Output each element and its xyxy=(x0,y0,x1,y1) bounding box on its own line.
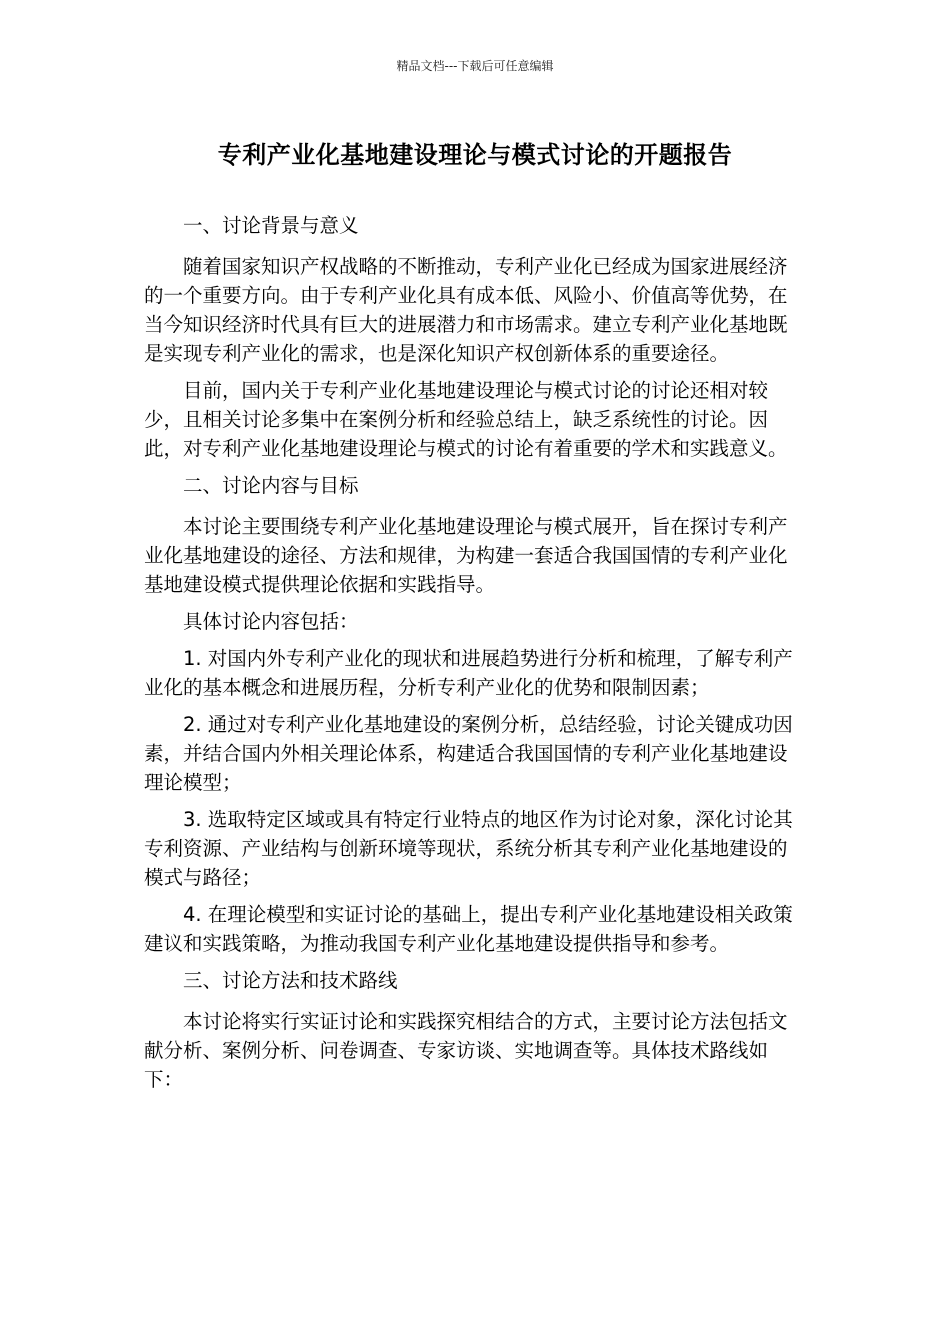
list-item: 4. 在理论模型和实证讨论的基础上，提出专利产业化基地建设相关政策建议和实践策略，为推动我国专利产业化基地建设提供指导和参考。 xyxy=(144,903,793,955)
document-body xyxy=(144,211,804,1102)
document-title: 专利产业化基地建设理论与模式讨论的开题报告 xyxy=(217,141,733,169)
list-item: 1. 对国内外专利产业化的现状和进展趋势进行分析和梳理，了解专利产业化的基本概念和进展历程，分析专利产业化的优势和限制因素； xyxy=(144,647,793,699)
paragraph: 目前，国内关于专利产业化基地建设理论与模式讨论的讨论还相对较少，且相关讨论多集中在案例分析和经验总结上，缺乏系统性的讨论。因此，对专利产业化基地建设理论与模式的讨论有着重要的学术和实践意义。 xyxy=(144,379,788,460)
section-heading-1: 一、讨论背景与意义 xyxy=(183,214,359,237)
paragraph: 本讨论主要围绕专利产业化基地建设理论与模式展开，旨在探讨专利产业化基地建设的途径、方法和规律，为构建一套适合我国国情的专利产业化基地建设模式提供理论依据和实践指导。 xyxy=(144,515,788,596)
paragraph: 本讨论将实行实证讨论和实践探究相结合的方式，主要讨论方法包括文献分析、案例分析、问卷调查、专家访谈、实地调查等。具体技术路线如下： xyxy=(144,1010,788,1091)
page-header: 精品文档---下载后可任意编辑 xyxy=(396,59,554,73)
paragraph: 随着国家知识产权战略的不断推动，专利产业化已经成为国家进展经济的一个重要方向。由于专利产业化具有成本低、风险小、价值高等优势，在当今知识经济时代具有巨大的进展潜力和市场需求。建立专利产业化基地既是实现专利产业化的需求，也是深化知识产权创新体系的重要途径。 xyxy=(144,255,788,365)
paragraph: 具体讨论内容包括： xyxy=(183,610,359,633)
list-item: 2. 通过对专利产业化基地建设的案例分析，总结经验，讨论关键成功因素，并结合国内外相关理论体系，构建适合我国国情的专利产业化基地建设理论模型； xyxy=(144,713,793,794)
list-item: 3. 选取特定区域或具有特定行业特点的地区作为讨论对象，深化讨论其专利资源、产业结构与创新环境等现状，系统分析其专利产业化基地建设的模式与路径； xyxy=(144,808,793,889)
section-heading-3: 三、讨论方法和技术路线 xyxy=(183,969,398,992)
section-heading-2: 二、讨论内容与目标 xyxy=(183,474,359,497)
